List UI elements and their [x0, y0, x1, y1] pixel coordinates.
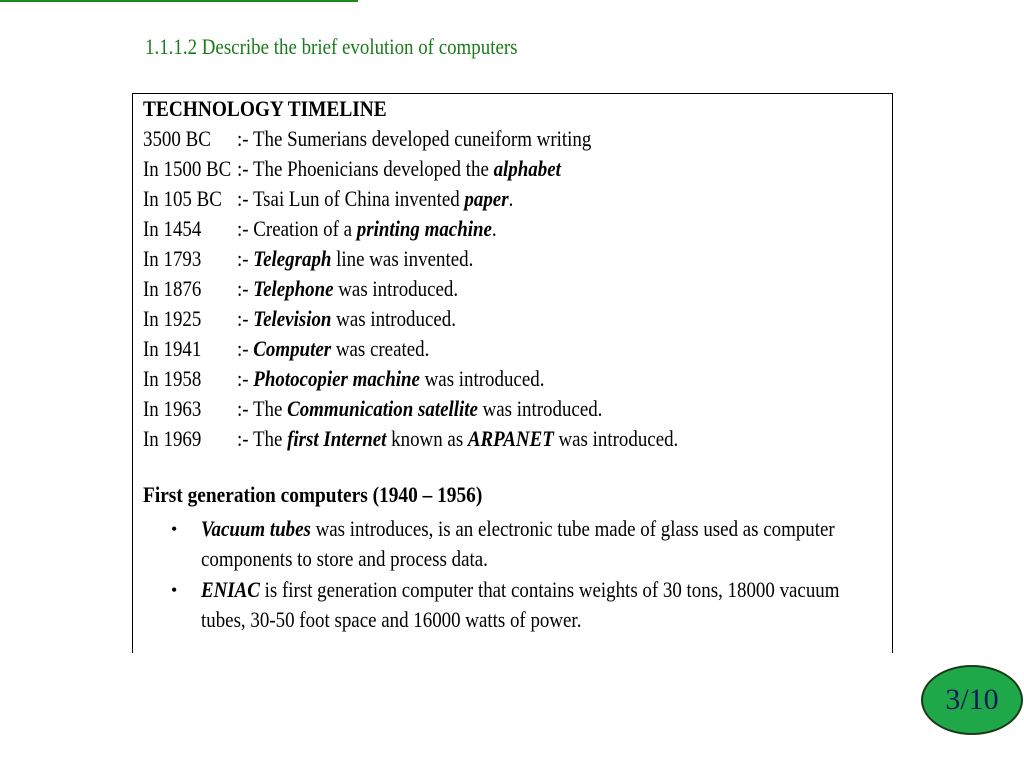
timeline-row [143, 124, 883, 154]
timeline-row [143, 424, 883, 454]
timeline-row [143, 274, 883, 304]
bullet-icon: • [171, 580, 178, 600]
timeline-row [143, 364, 883, 394]
timeline-year: In 1925 [143, 306, 202, 331]
timeline-year: In 1500 BC [143, 156, 232, 181]
timeline-row [143, 154, 883, 184]
bullet-text-continued: tubes, 30-50 foot space and 16000 watts of power. [201, 607, 582, 632]
generation-heading: First generation computers (1940 – 1956) [143, 482, 483, 507]
bullet-icon: • [171, 519, 178, 539]
box-title: TECHNOLOGY TIMELINE [143, 96, 387, 121]
timeline-event: :- Photocopier machine was introduced. [237, 366, 545, 391]
timeline-event: :- The Sumerians developed cuneiform writing [237, 126, 592, 151]
timeline-year: In 105 BC [143, 186, 222, 211]
timeline-event: :- Telegraph line was invented. [237, 246, 474, 271]
timeline-event: :- The Phoenicians developed the alphabet [237, 156, 561, 181]
timeline-row [143, 394, 883, 424]
timeline-year: 3500 BC [143, 126, 211, 151]
timeline-row [143, 184, 883, 214]
timeline-year: In 1969 [143, 426, 202, 451]
timeline-year: In 1793 [143, 246, 202, 271]
timeline-event: :- Computer was created. [237, 336, 430, 361]
timeline-row [143, 304, 883, 334]
timeline-row [143, 244, 883, 274]
bullet-text: Vacuum tubes was introduces, is an electronic tube made of glass used as computer [201, 516, 835, 541]
timeline-row [143, 214, 883, 244]
timeline-event: :- The first Internet known as ARPANET was introduced. [237, 426, 679, 451]
timeline-box [132, 93, 893, 653]
timeline-event: :- Tsai Lun of China invented paper. [237, 186, 514, 211]
timeline-event: :- Telephone was introduced. [237, 276, 459, 301]
page-number-badge: 3/10 [921, 665, 1023, 735]
bullet-text: ENIAC is first generation computer that contains weights of 30 tons, 18000 vacuum [201, 577, 840, 602]
timeline-year: In 1963 [143, 396, 202, 421]
timeline-event: :- Creation of a printing machine. [237, 216, 497, 241]
timeline-event: :- The Communication satellite was introduced. [237, 396, 603, 421]
timeline-event: :- Television was introduced. [237, 306, 456, 331]
timeline-year: In 1958 [143, 366, 202, 391]
bullet-text-continued: components to store and process data. [201, 546, 488, 571]
timeline-row [143, 334, 883, 364]
timeline-year: In 1941 [143, 336, 202, 361]
slide-heading: 1.1.1.2 Describe the brief evolution of computers [145, 34, 518, 59]
timeline-year: In 1876 [143, 276, 202, 301]
timeline-year: In 1454 [143, 216, 202, 241]
top-divider-line [0, 0, 358, 2]
